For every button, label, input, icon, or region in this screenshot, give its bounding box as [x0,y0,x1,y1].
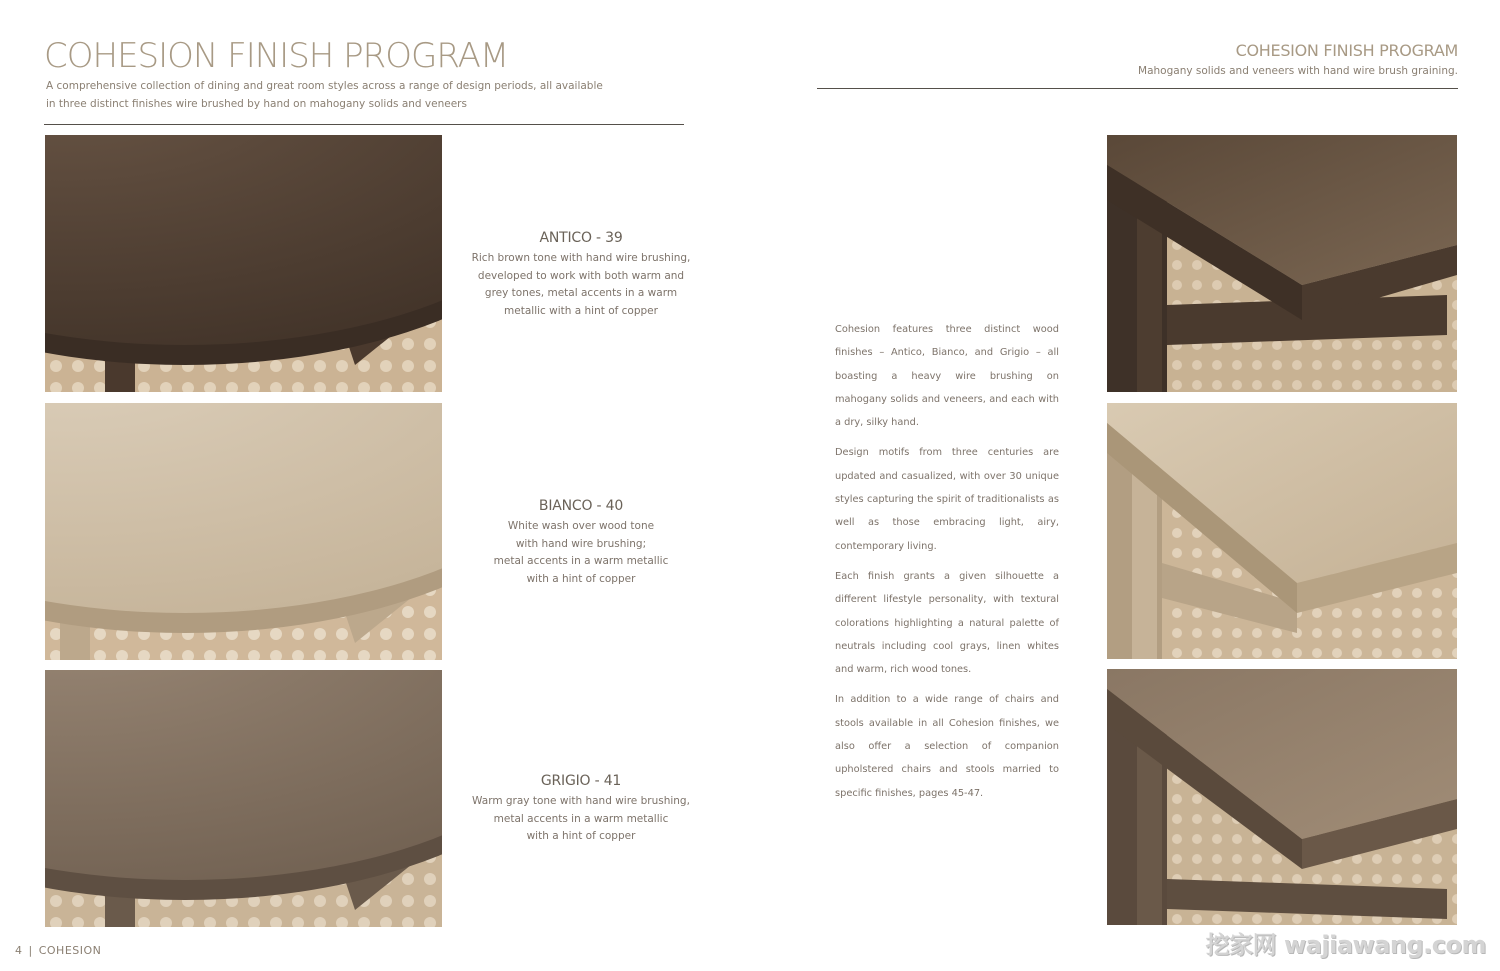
bianco-round-table-photo [45,403,442,660]
bianco-square-table-photo [1107,403,1457,659]
finish-antico [466,230,696,320]
grigio-round-table-photo [45,670,442,927]
watermark: 挖家网 wajiawang.com [1205,931,1486,959]
body-paragraph: In addition to a wide range of chairs and stools available in all Cohesion finishes, we also offer a selection of companion upholstered chairs and stools married to specific finishes, pages 45-47. [835,694,1059,799]
page-number: 4 [15,944,23,957]
body-copy [835,318,1059,812]
left-page-title: COHESION FINISH PROGRAM [44,36,509,76]
left-divider [44,124,684,125]
finish-description [466,793,696,846]
right-page-title: COHESION FINISH PROGRAM [1235,41,1458,60]
finish-description [466,518,696,588]
finish-description-line: metallic with a hint of copper [504,304,658,317]
antico-round-table-photo [45,135,442,392]
body-paragraph: Each finish grants a given silhouette a different lifestyle personality, with textural colorations highlighting a natural palette of neutrals including cool grays, linen whites and warm, rich wood tones. [835,570,1059,676]
left-page-subtitle [46,77,606,113]
finish-bianco [466,498,696,588]
body-paragraph: Cohesion features three distinct wood finishes – Antico, Bianco, and Grigio – all boasting a heavy wire brushing on mahogany solids and veneers, and each with a dry, silky hand. [835,324,1059,429]
left-subtitle-line: A comprehensive collection of dining and great room styles across a range of design periods, all available [46,80,603,92]
grigio-square-table-photo [1107,669,1457,925]
page-footer [15,944,101,957]
right-divider [817,88,1458,89]
finish-description-line: developed to work with both warm and [477,269,685,282]
finish-name: ANTICO - 39 [539,230,623,246]
left-subtitle-line: in three distinct finishes wire brushed by hand on mahogany solids and veneers [46,98,467,110]
finish-description-line: White wash over wood tone [507,520,655,532]
finish-description-line: with a hint of copper [526,572,636,585]
footer-section-name: COHESION [38,944,102,957]
finish-description [466,250,696,320]
right-page-subtitle: Mahogany solids and veneers with hand wire brush graining. [1138,65,1458,77]
finish-name: BIANCO - 40 [538,498,624,514]
finish-description-line: Warm gray tone with hand wire brushing, [472,795,690,807]
finish-description-line: grey tones, metal accents in a warm [484,287,678,299]
finish-description-line: with hand wire brushing; [515,537,647,550]
finish-description-line: metal accents in a warm metallic [493,555,669,567]
finish-description-line: Rich brown tone with hand wire brushing, [471,252,691,264]
antico-square-table-photo [1107,135,1457,392]
footer-separator: | [28,944,33,957]
body-paragraph: Design motifs from three centuries are updated and casualized, with over 30 unique styles capturing the spirit of traditionalists as well as those embracing light, airy, contemporary living. [835,447,1059,552]
finish-description-line: metal accents in a warm metallic [493,812,669,825]
finish-name: GRIGIO - 41 [540,773,622,789]
finish-description-line: with a hint of copper [526,830,636,842]
finish-grigio [466,773,696,846]
